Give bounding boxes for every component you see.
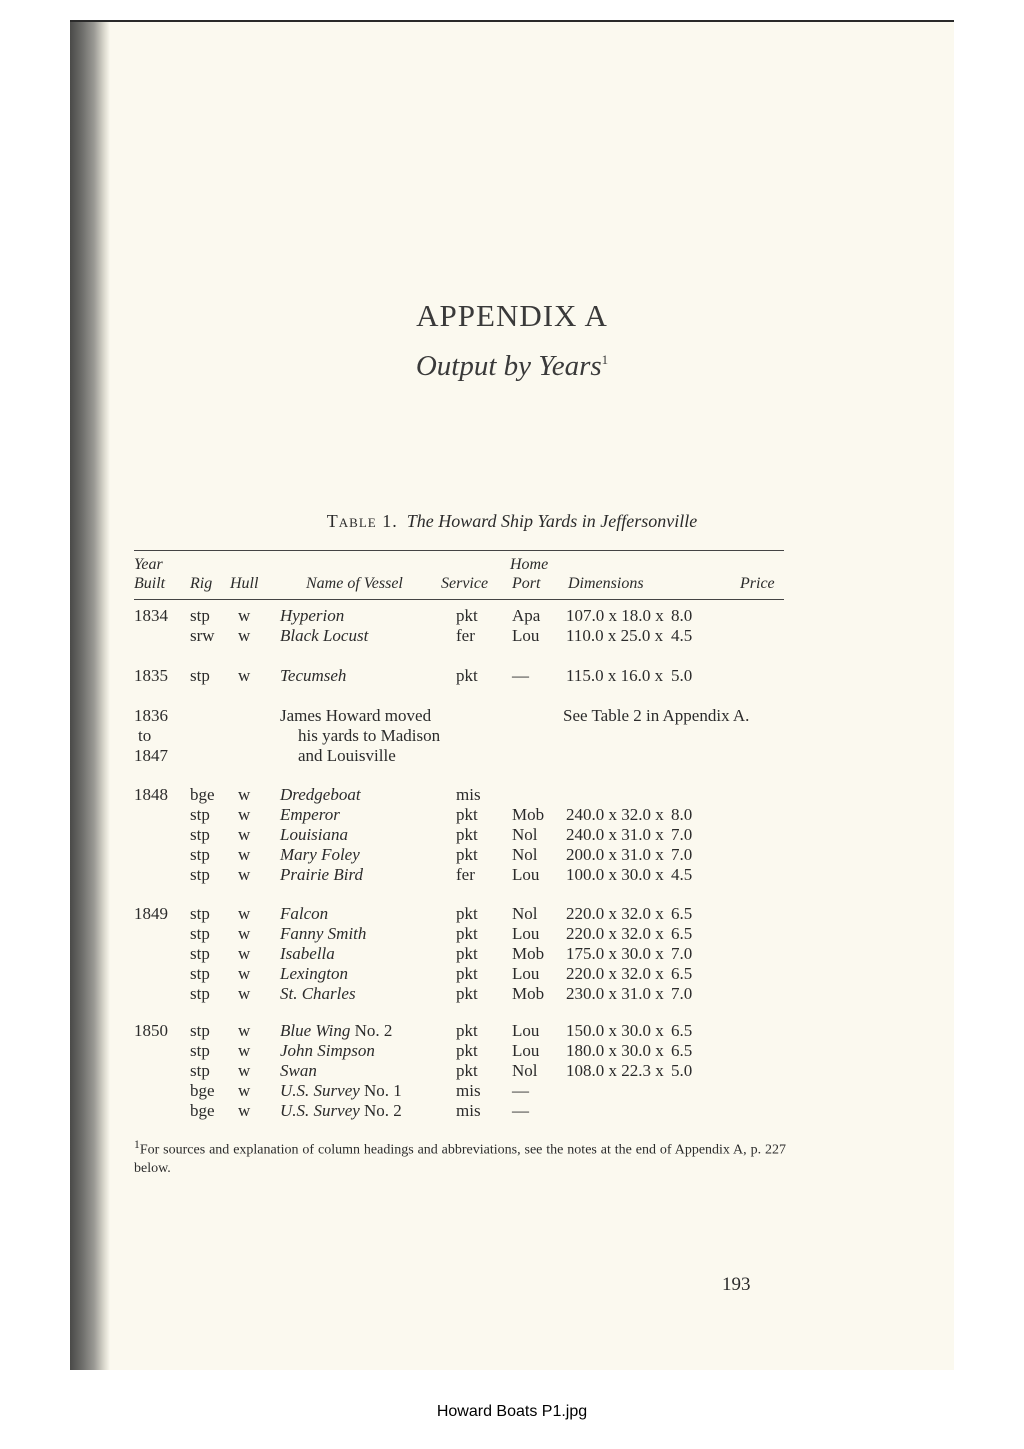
- cell-hull: w: [238, 805, 251, 824]
- cell-dimensions: 150.0 x 30.0 x: [566, 1021, 664, 1040]
- cell-rig: srw: [190, 626, 215, 645]
- cell-hull: w: [238, 904, 251, 923]
- gap-year-from: 1836: [134, 706, 168, 725]
- cell-vessel-name: [280, 944, 335, 964]
- cell-vessel-name: [280, 845, 360, 865]
- vessel-name-number: No. 1: [364, 1081, 402, 1100]
- cell-year: 1834: [134, 606, 168, 625]
- cell-home-port: Lou: [512, 865, 540, 884]
- cell-dimensions: 107.0 x 18.0 x: [566, 606, 664, 625]
- cell-home-port: Nol: [512, 904, 538, 923]
- cell-dimensions: 180.0 x 30.0 x: [566, 1041, 664, 1060]
- cell-hull: w: [238, 606, 251, 625]
- cell-service: pkt: [456, 944, 478, 963]
- cell-dimensions: 240.0 x 32.0 x: [566, 805, 664, 824]
- cell-vessel-name: [280, 606, 344, 626]
- scanned-page: [70, 20, 954, 1370]
- cell-hull: w: [238, 944, 251, 963]
- vessel-name-text: Tecumseh: [280, 666, 347, 685]
- footnote: [134, 1136, 786, 1178]
- header-rig: Rig: [190, 575, 213, 592]
- cell-price: 6.5: [671, 1041, 693, 1060]
- cell-price: 4.5: [671, 865, 693, 884]
- cell-rig: stp: [190, 924, 210, 943]
- table-title: The Howard Ship Yards in Jeffersonville: [406, 511, 698, 531]
- cell-dimensions: 220.0 x 32.0 x: [566, 924, 664, 943]
- gap-note: [280, 706, 440, 766]
- cell-dimensions: 230.0 x 31.0 x: [566, 984, 664, 1003]
- gap-note-line2: his yards to Madison: [298, 726, 441, 745]
- cell-home-port: Mob: [512, 944, 545, 963]
- cell-price: 5.0: [671, 1061, 693, 1080]
- cell-vessel-name: [280, 1021, 392, 1041]
- cell-home-port: Lou: [512, 1021, 540, 1040]
- cell-vessel-name: [280, 1061, 317, 1081]
- page-top-edge: [70, 20, 954, 22]
- header-port-line2: Port: [512, 575, 541, 592]
- cell-vessel-name: [280, 805, 340, 825]
- cell-price: 8.0: [671, 606, 693, 625]
- table-label: Table 1.: [326, 511, 398, 531]
- cell-service: mis: [456, 1081, 481, 1100]
- gap-years: [134, 706, 168, 766]
- gap-note-line3: and Louisville: [298, 746, 396, 765]
- cell-home-port: Apa: [512, 606, 541, 625]
- cell-vessel-name: [280, 666, 346, 686]
- cell-hull: w: [238, 1061, 251, 1080]
- footnote-mark: 1: [134, 1138, 140, 1151]
- cell-home-port: Nol: [512, 1061, 538, 1080]
- cell-home-port: —: [512, 666, 529, 685]
- cell-hull: w: [238, 626, 251, 645]
- file-caption: Howard Boats P1.jpg: [436, 1403, 588, 1420]
- vessel-name-text: Emperor: [280, 805, 340, 824]
- vessel-name-number: No. 2: [354, 1021, 393, 1040]
- vessel-name-text: Blue Wing: [280, 1021, 351, 1040]
- cell-vessel-name: [280, 1081, 402, 1101]
- cell-home-port: Lou: [512, 1041, 540, 1060]
- cell-dimensions: 110.0 x 25.0 x: [566, 626, 664, 645]
- cell-rig: stp: [190, 865, 210, 884]
- vessel-name-text: U.S. Survey: [280, 1081, 360, 1100]
- cell-home-port: Nol: [512, 825, 538, 844]
- cell-dimensions: 108.0 x 22.3 x: [566, 1061, 664, 1080]
- vessel-name-number: No. 2: [364, 1101, 402, 1120]
- cell-home-port: Nol: [512, 845, 538, 864]
- header-bottom-rule: [134, 599, 784, 600]
- cell-service: fer: [456, 865, 475, 884]
- header-top-rule: [134, 550, 784, 551]
- vessel-name-text: Mary Foley: [280, 845, 360, 864]
- cell-hull: w: [238, 845, 251, 864]
- cell-price: 6.5: [671, 904, 693, 923]
- cell-home-port: —: [512, 1081, 529, 1100]
- cell-rig: bge: [190, 1101, 215, 1120]
- vessel-name-text: Lexington: [280, 964, 348, 983]
- vessel-name-text: Hyperion: [280, 606, 345, 625]
- cell-vessel-name: [280, 825, 348, 845]
- header-price: Price: [740, 575, 775, 592]
- cell-service: pkt: [456, 1021, 478, 1040]
- cell-hull: w: [238, 1081, 251, 1100]
- cell-price: 4.5: [671, 626, 693, 645]
- gap-year-to-word: to: [138, 726, 152, 745]
- cell-rig: stp: [190, 825, 210, 844]
- cell-service: pkt: [456, 606, 478, 625]
- cell-service: pkt: [456, 845, 478, 864]
- cell-rig: stp: [190, 1041, 210, 1060]
- header-dimensions: Dimensions: [568, 575, 644, 592]
- cell-service: pkt: [456, 984, 478, 1003]
- cell-rig: bge: [190, 1081, 215, 1100]
- vessel-name-text: Falcon: [280, 904, 329, 923]
- cell-service: mis: [456, 785, 481, 804]
- footnote-text: For sources and explanation of column headings and abbreviations, see the notes at the end of Appendix A, p. 227 below.: [134, 1142, 786, 1176]
- cell-vessel-name: [280, 984, 356, 1004]
- cell-service: pkt: [456, 904, 478, 923]
- cell-service: fer: [456, 626, 475, 645]
- cell-service: pkt: [456, 666, 478, 685]
- cell-dimensions: 175.0 x 30.0 x: [566, 944, 664, 963]
- page-number: 193: [722, 1274, 751, 1295]
- cell-hull: w: [238, 1041, 251, 1060]
- cell-price: 7.0: [671, 984, 693, 1003]
- gap-year-to: 1847: [134, 746, 168, 765]
- cell-rig: stp: [190, 964, 210, 983]
- subtitle-text: Output by Years: [415, 350, 602, 382]
- cell-rig: stp: [190, 984, 210, 1003]
- cell-vessel-name: [280, 964, 348, 984]
- gap-note-line1: James Howard moved: [280, 706, 432, 725]
- cell-home-port: Lou: [512, 626, 540, 645]
- cell-dimensions: 100.0 x 30.0 x: [566, 865, 664, 884]
- vessel-name-text: Prairie Bird: [280, 865, 363, 884]
- vessel-name-text: Dredgeboat: [280, 785, 361, 804]
- vessel-name-text: John Simpson: [280, 1041, 375, 1060]
- cell-home-port: Lou: [512, 924, 540, 943]
- cell-hull: w: [238, 1101, 251, 1120]
- cell-home-port: Mob: [512, 805, 545, 824]
- header-name-of-vessel: Name of Vessel: [306, 575, 403, 592]
- header-year-line2: Built: [134, 575, 166, 592]
- cell-rig: stp: [190, 805, 210, 824]
- vessel-name-text: Louisiana: [280, 825, 349, 844]
- cell-service: pkt: [456, 805, 478, 824]
- cell-price: 6.5: [671, 1021, 693, 1040]
- cell-rig: bge: [190, 785, 215, 804]
- header-port-line1: Home: [510, 556, 549, 573]
- cell-service: pkt: [456, 1041, 478, 1060]
- cell-dimensions: 220.0 x 32.0 x: [566, 964, 664, 983]
- vessel-name-text: Black Locust: [280, 626, 369, 645]
- cell-year: 1849: [134, 904, 168, 923]
- cell-rig: stp: [190, 944, 210, 963]
- cell-service: pkt: [456, 825, 478, 844]
- subtitle-footnote-mark: 1: [601, 352, 609, 367]
- cell-price: 8.0: [671, 805, 693, 824]
- cell-hull: w: [238, 984, 251, 1003]
- cell-dimensions: 220.0 x 32.0 x: [566, 904, 664, 923]
- cell-year: 1848: [134, 785, 168, 804]
- cell-vessel-name: [280, 924, 366, 944]
- cell-vessel-name: [280, 785, 361, 805]
- cell-price: 6.5: [671, 964, 693, 983]
- cell-price: 6.5: [671, 924, 693, 943]
- cell-hull: w: [238, 666, 251, 685]
- cell-rig: stp: [190, 1021, 210, 1040]
- gap-reference: See Table 2 in Appendix A.: [563, 706, 750, 725]
- cell-rig: stp: [190, 666, 210, 685]
- cell-rig: stp: [190, 845, 210, 864]
- cell-hull: w: [238, 1021, 251, 1040]
- cell-vessel-name: [280, 1101, 402, 1121]
- cell-dimensions: 200.0 x 31.0 x: [566, 845, 664, 864]
- cell-price: 7.0: [671, 944, 693, 963]
- cell-hull: w: [238, 825, 251, 844]
- cell-vessel-name: [280, 865, 363, 885]
- cell-vessel-name: [280, 626, 368, 646]
- cell-price: 7.0: [671, 825, 693, 844]
- vessel-name-text: U.S. Survey: [280, 1101, 360, 1120]
- header-year-line1: Year: [134, 556, 163, 573]
- vessel-name-text: St. Charles: [280, 984, 356, 1003]
- cell-price: 7.0: [671, 845, 693, 864]
- cell-year: 1835: [134, 666, 168, 685]
- cell-service: pkt: [456, 924, 478, 943]
- cell-dimensions: 115.0 x 16.0 x: [566, 666, 664, 685]
- cell-home-port: —: [512, 1101, 529, 1120]
- cell-hull: w: [238, 785, 251, 804]
- table-caption: [70, 511, 954, 532]
- cell-vessel-name: [280, 1041, 375, 1061]
- appendix-subtitle: [70, 350, 954, 383]
- cell-home-port: Mob: [512, 984, 545, 1003]
- cell-vessel-name: [280, 904, 328, 924]
- header-service: Service: [441, 575, 489, 592]
- cell-service: pkt: [456, 964, 478, 983]
- cell-hull: w: [238, 924, 251, 943]
- cell-rig: stp: [190, 606, 210, 625]
- cell-year: 1850: [134, 1021, 168, 1040]
- cell-home-port: Lou: [512, 964, 540, 983]
- cell-price: 5.0: [671, 666, 693, 685]
- appendix-title: APPENDIX A: [416, 298, 608, 333]
- cell-rig: stp: [190, 1061, 210, 1080]
- cell-hull: w: [238, 865, 251, 884]
- cell-dimensions: 240.0 x 31.0 x: [566, 825, 664, 844]
- vessel-name-text: Fanny Smith: [280, 924, 367, 943]
- book-spine-shadow: [70, 20, 110, 1370]
- cell-rig: stp: [190, 904, 210, 923]
- cell-hull: w: [238, 964, 251, 983]
- vessel-name-text: Isabella: [280, 944, 335, 963]
- cell-service: pkt: [456, 1061, 478, 1080]
- cell-service: mis: [456, 1101, 481, 1120]
- header-hull: Hull: [230, 575, 259, 592]
- vessel-name-text: Swan: [280, 1061, 317, 1080]
